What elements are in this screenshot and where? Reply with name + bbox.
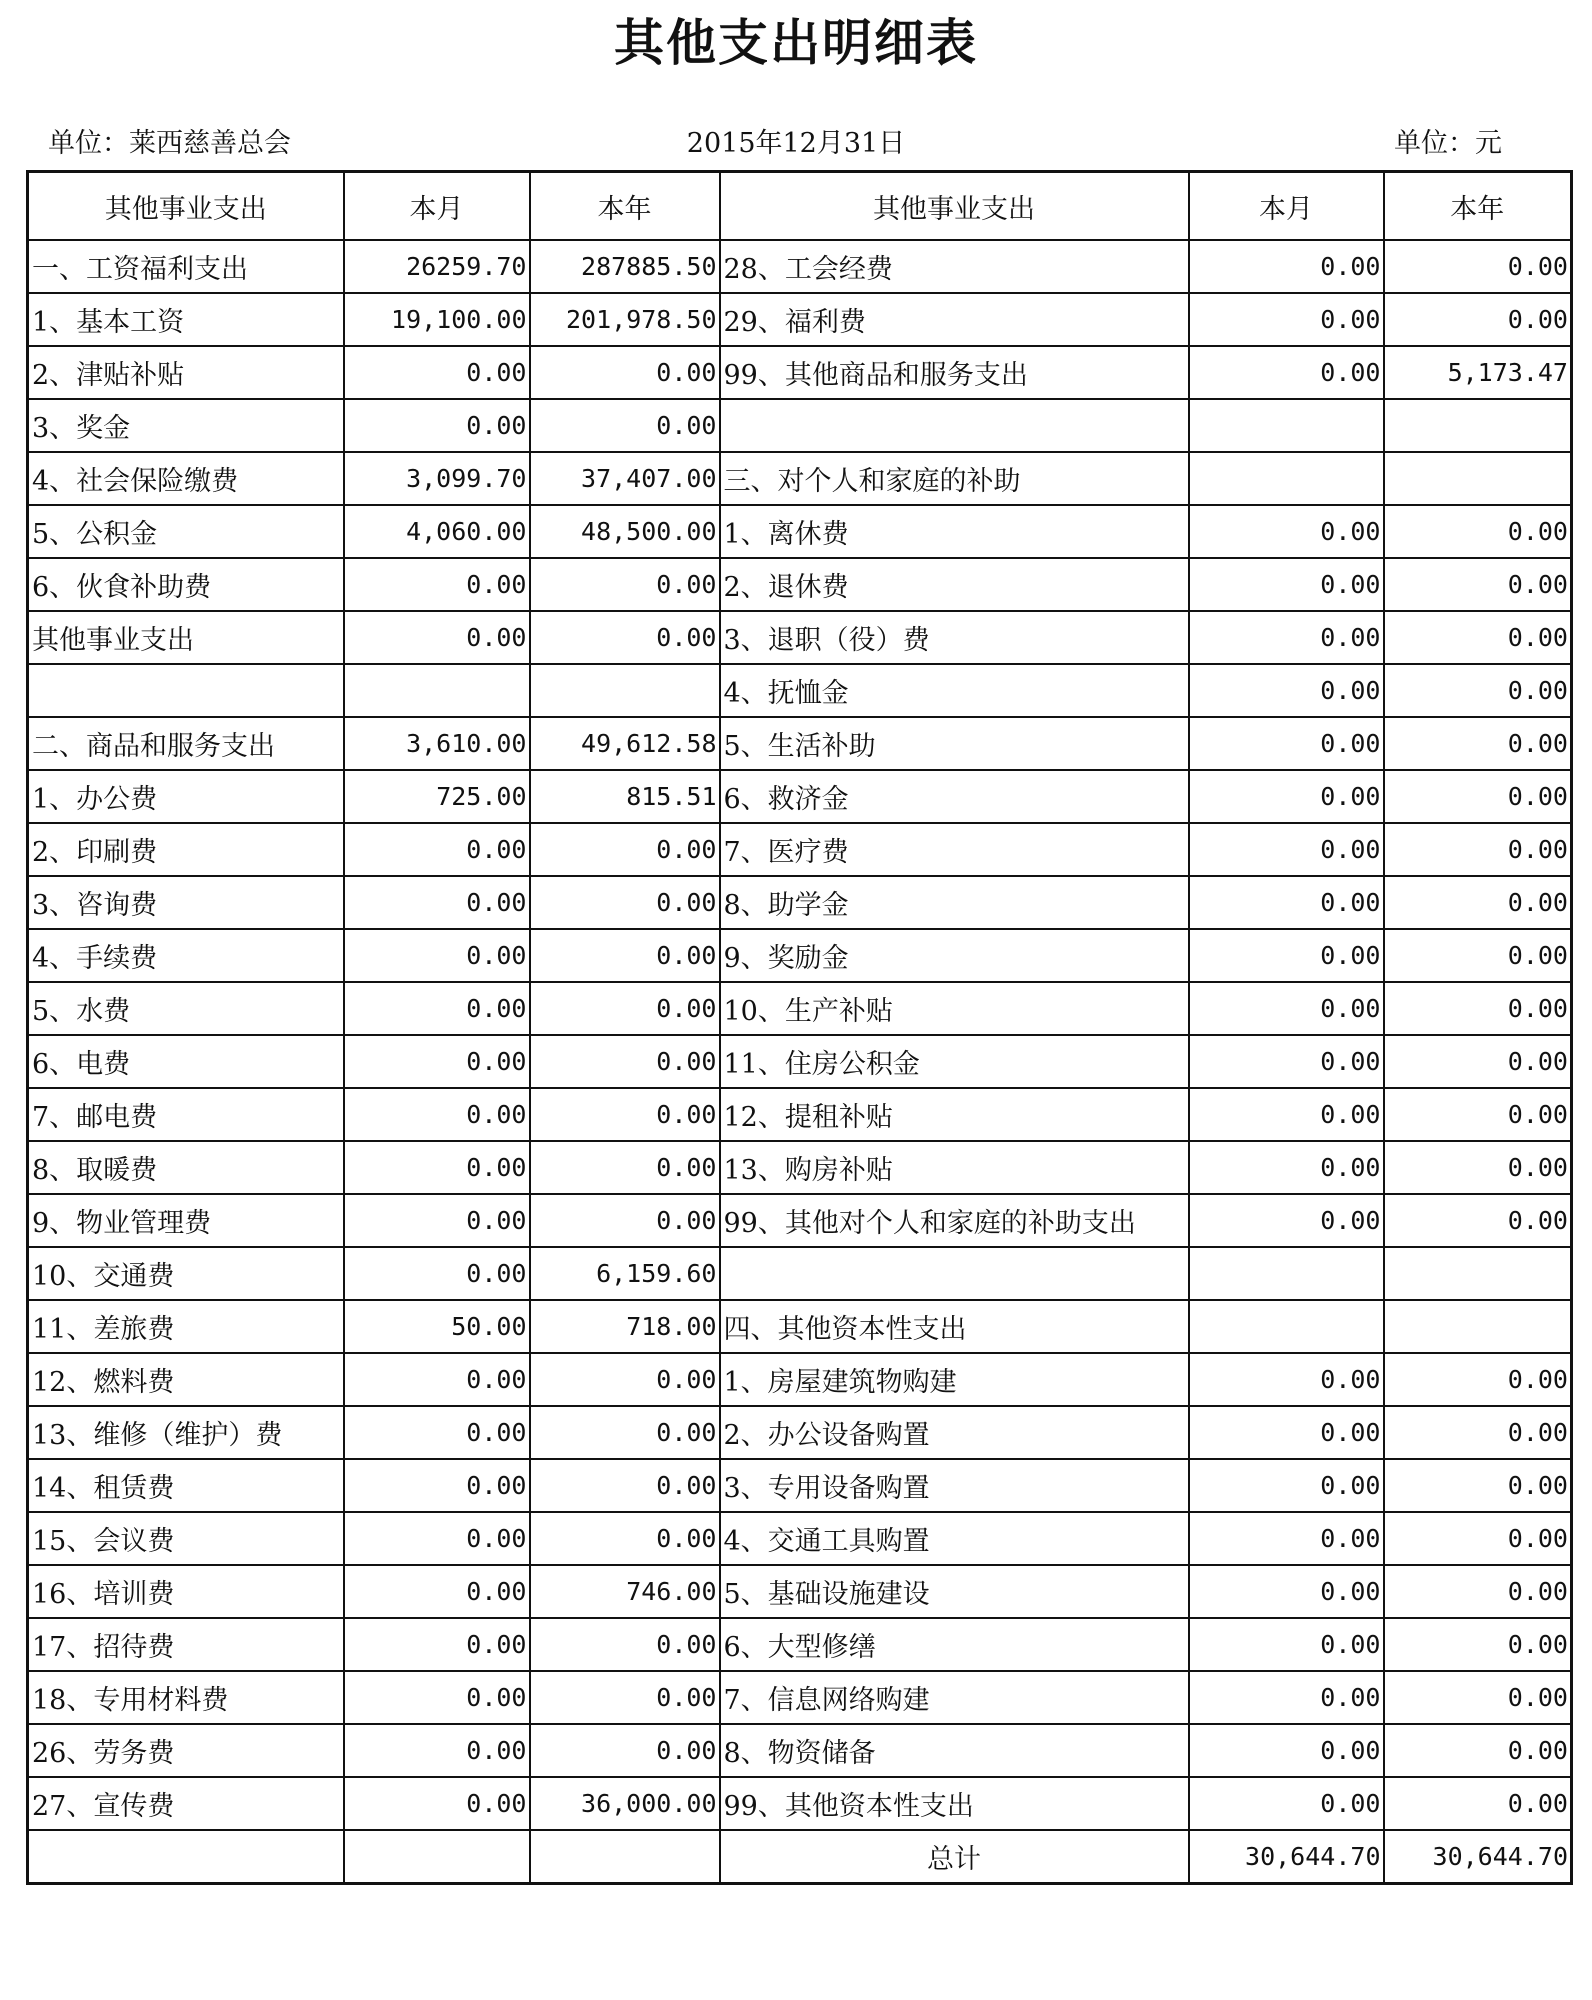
cell-item-right: 4、抚恤金 [720,664,1189,717]
table-row [28,1300,1572,1353]
cell-month-right: 0.00 [1189,1512,1384,1565]
total-empty-cell [28,1830,344,1884]
table-row [28,1459,1572,1512]
cell-item-left: 11、差旅费 [28,1300,344,1353]
cell-year-right: 0.00 [1384,1194,1572,1247]
cell-item-left: 3、咨询费 [28,876,344,929]
table-row [28,399,1572,452]
cell-month-right: 0.00 [1189,1724,1384,1777]
col-header-year-right: 本年 [1384,172,1572,241]
col-header-month-right: 本月 [1189,172,1384,241]
table-row [28,1724,1572,1777]
cell-item-left: 27、宣传费 [28,1777,344,1830]
cell-month-left: 0.00 [344,346,530,399]
cell-month-left: 3,099.70 [344,452,530,505]
cell-year-left: 0.00 [530,1618,720,1671]
cell-year-right: 0.00 [1384,823,1572,876]
table-row [28,929,1572,982]
cell-year-left [530,664,720,717]
cell-year-right: 0.00 [1384,1618,1572,1671]
cell-year-left: 37,407.00 [530,452,720,505]
cell-year-left: 815.51 [530,770,720,823]
cell-month-left: 0.00 [344,1618,530,1671]
cell-month-right: 0.00 [1189,240,1384,293]
table-row [28,1618,1572,1671]
cell-year-right: 0.00 [1384,1353,1572,1406]
cell-year-right: 0.00 [1384,1035,1572,1088]
cell-item-left: 12、燃料费 [28,1353,344,1406]
expense-detail-table [26,170,1573,1885]
cell-year-right: 0.00 [1384,664,1572,717]
cell-month-right: 0.00 [1189,664,1384,717]
page-title: 其他支出明细表 [614,14,978,72]
table-row [28,982,1572,1035]
cell-year-left: 6,159.60 [530,1247,720,1300]
cell-month-left: 0.00 [344,876,530,929]
cell-month-right: 0.00 [1189,346,1384,399]
cell-year-right: 0.00 [1384,1459,1572,1512]
cell-month-right: 0.00 [1189,1035,1384,1088]
cell-month-left: 50.00 [344,1300,530,1353]
cell-month-left: 0.00 [344,558,530,611]
cell-year-left: 0.00 [530,982,720,1035]
cell-item-right: 99、其他对个人和家庭的补助支出 [720,1194,1189,1247]
table-row [28,1406,1572,1459]
cell-month-right [1189,1247,1384,1300]
cell-item-right: 8、助学金 [720,876,1189,929]
cell-item-right [720,1247,1189,1300]
cell-month-left: 0.00 [344,982,530,1035]
cell-item-right: 5、基础设施建设 [720,1565,1189,1618]
cell-item-left [28,664,344,717]
cell-item-right: 7、医疗费 [720,823,1189,876]
cell-item-left: 2、印刷费 [28,823,344,876]
cell-item-right: 12、提租补贴 [720,1088,1189,1141]
cell-month-left: 0.00 [344,1459,530,1512]
cell-item-left: 10、交通费 [28,1247,344,1300]
cell-item-left: 9、物业管理费 [28,1194,344,1247]
cell-item-right: 99、其他资本性支出 [720,1777,1189,1830]
cell-item-right: 7、信息网络购建 [720,1671,1189,1724]
table-row [28,1777,1572,1830]
cell-year-left: 0.00 [530,1512,720,1565]
cell-year-left: 201,978.50 [530,293,720,346]
cell-year-left: 0.00 [530,1459,720,1512]
table-row [28,664,1572,717]
cell-item-right: 28、工会经费 [720,240,1189,293]
col-header-item-left: 其他事业支出 [28,172,344,241]
cell-month-right: 0.00 [1189,1565,1384,1618]
total-empty-cell [344,1830,530,1884]
cell-item-left: 15、会议费 [28,1512,344,1565]
cell-month-right [1189,452,1384,505]
table-row [28,770,1572,823]
table-row [28,1035,1572,1088]
cell-month-right: 0.00 [1189,770,1384,823]
cell-year-right: 0.00 [1384,717,1572,770]
cell-item-left: 4、社会保险缴费 [28,452,344,505]
cell-item-left: 其他事业支出 [28,611,344,664]
unit-label: 单位：元 [1394,128,1502,159]
cell-item-left: 3、奖金 [28,399,344,452]
cell-month-right: 0.00 [1189,611,1384,664]
table-row [28,717,1572,770]
cell-month-right: 0.00 [1189,929,1384,982]
cell-month-right: 0.00 [1189,1618,1384,1671]
cell-month-left: 725.00 [344,770,530,823]
cell-year-right: 0.00 [1384,1777,1572,1830]
cell-month-right: 0.00 [1189,717,1384,770]
cell-item-left: 6、电费 [28,1035,344,1088]
cell-year-right: 0.00 [1384,1088,1572,1141]
total-label: 总计 [720,1830,1189,1884]
cell-item-left: 8、取暖费 [28,1141,344,1194]
cell-month-left: 19,100.00 [344,293,530,346]
cell-month-left: 0.00 [344,1353,530,1406]
cell-item-right: 6、大型修缮 [720,1618,1189,1671]
cell-month-right: 0.00 [1189,1671,1384,1724]
cell-month-right: 0.00 [1189,1088,1384,1141]
cell-year-right: 0.00 [1384,929,1572,982]
cell-month-left: 3,610.00 [344,717,530,770]
cell-month-right: 0.00 [1189,505,1384,558]
cell-month-right [1189,399,1384,452]
cell-year-left: 718.00 [530,1300,720,1353]
table-body [28,240,1572,1830]
table-row [28,1353,1572,1406]
cell-year-left: 0.00 [530,346,720,399]
table-row [28,293,1572,346]
table-row [28,558,1572,611]
cell-month-right: 0.00 [1189,876,1384,929]
cell-year-left: 0.00 [530,823,720,876]
cell-year-left: 48,500.00 [530,505,720,558]
cell-month-left: 0.00 [344,1777,530,1830]
cell-year-left: 0.00 [530,1724,720,1777]
cell-item-left: 13、维修（维护）费 [28,1406,344,1459]
cell-year-right: 0.00 [1384,1406,1572,1459]
cell-year-left: 0.00 [530,1141,720,1194]
cell-year-left: 0.00 [530,1035,720,1088]
cell-year-left: 0.00 [530,611,720,664]
table-row [28,505,1572,558]
cell-item-right: 4、交通工具购置 [720,1512,1189,1565]
cell-year-right [1384,1300,1572,1353]
cell-year-left: 49,612.58 [530,717,720,770]
cell-month-left: 0.00 [344,1671,530,1724]
cell-month-left: 0.00 [344,1724,530,1777]
cell-year-right: 0.00 [1384,293,1572,346]
cell-month-left: 0.00 [344,1565,530,1618]
table-row [28,1671,1572,1724]
cell-item-left: 5、公积金 [28,505,344,558]
cell-item-left: 1、基本工资 [28,293,344,346]
col-header-year-left: 本年 [530,172,720,241]
cell-item-left: 4、手续费 [28,929,344,982]
cell-month-right [1189,1300,1384,1353]
total-month: 30,644.70 [1189,1830,1384,1884]
cell-item-left: 一、工资福利支出 [28,240,344,293]
cell-month-left: 0.00 [344,1194,530,1247]
cell-month-right: 0.00 [1189,1353,1384,1406]
cell-item-right: 2、退休费 [720,558,1189,611]
cell-year-right: 0.00 [1384,1671,1572,1724]
cell-month-right: 0.00 [1189,1141,1384,1194]
cell-month-right: 0.00 [1189,982,1384,1035]
col-header-item-right: 其他事业支出 [720,172,1189,241]
cell-year-right: 0.00 [1384,876,1572,929]
total-year: 30,644.70 [1384,1830,1572,1884]
table-row [28,876,1572,929]
cell-month-left: 0.00 [344,1141,530,1194]
cell-year-left: 0.00 [530,1406,720,1459]
cell-year-right [1384,399,1572,452]
cell-year-left: 0.00 [530,929,720,982]
cell-month-right: 0.00 [1189,1459,1384,1512]
cell-month-left: 0.00 [344,1035,530,1088]
cell-month-left: 0.00 [344,929,530,982]
cell-item-left: 5、水费 [28,982,344,1035]
cell-item-left: 14、租赁费 [28,1459,344,1512]
cell-month-left: 4,060.00 [344,505,530,558]
cell-month-right: 0.00 [1189,823,1384,876]
cell-month-left [344,664,530,717]
cell-year-right: 0.00 [1384,611,1572,664]
cell-item-right: 3、退职（役）费 [720,611,1189,664]
cell-item-left: 17、招待费 [28,1618,344,1671]
cell-month-left: 0.00 [344,823,530,876]
cell-item-right: 1、离休费 [720,505,1189,558]
cell-year-right: 0.00 [1384,240,1572,293]
cell-year-right: 0.00 [1384,505,1572,558]
cell-year-left: 0.00 [530,1671,720,1724]
table-row [28,611,1572,664]
cell-year-left: 36,000.00 [530,1777,720,1830]
cell-year-left: 746.00 [530,1565,720,1618]
cell-item-right: 3、专用设备购置 [720,1459,1189,1512]
cell-item-left: 18、专用材料费 [28,1671,344,1724]
cell-item-left: 二、商品和服务支出 [28,717,344,770]
table-row [28,346,1572,399]
cell-month-right: 0.00 [1189,1777,1384,1830]
cell-item-left: 1、办公费 [28,770,344,823]
cell-item-left: 7、邮电费 [28,1088,344,1141]
cell-item-right: 10、生产补贴 [720,982,1189,1035]
cell-year-right: 0.00 [1384,982,1572,1035]
cell-month-left: 0.00 [344,611,530,664]
cell-item-right: 三、对个人和家庭的补助 [720,452,1189,505]
cell-item-right: 6、救济金 [720,770,1189,823]
cell-month-left: 0.00 [344,399,530,452]
cell-year-left: 287885.50 [530,240,720,293]
cell-item-right: 11、住房公积金 [720,1035,1189,1088]
cell-month-left: 0.00 [344,1088,530,1141]
cell-month-right: 0.00 [1189,293,1384,346]
cell-year-right: 0.00 [1384,1512,1572,1565]
cell-item-right: 13、购房补贴 [720,1141,1189,1194]
cell-item-right: 8、物资储备 [720,1724,1189,1777]
cell-year-left: 0.00 [530,1353,720,1406]
cell-month-right: 0.00 [1189,1194,1384,1247]
cell-year-left: 0.00 [530,1194,720,1247]
cell-year-right: 0.00 [1384,1565,1572,1618]
cell-item-right: 29、福利费 [720,293,1189,346]
table-row [28,1247,1572,1300]
cell-year-left: 0.00 [530,876,720,929]
table-row [28,823,1572,876]
table-row [28,1088,1572,1141]
org-label: 单位：莱西慈善总会 [48,128,291,159]
cell-year-right: 0.00 [1384,558,1572,611]
cell-month-right: 0.00 [1189,1406,1384,1459]
cell-month-left: 0.00 [344,1512,530,1565]
cell-item-right: 1、房屋建筑物购建 [720,1353,1189,1406]
cell-item-right: 2、办公设备购置 [720,1406,1189,1459]
cell-item-right: 9、奖励金 [720,929,1189,982]
cell-year-right [1384,452,1572,505]
cell-item-left: 6、伙食补助费 [28,558,344,611]
cell-year-left: 0.00 [530,1088,720,1141]
table-row [28,452,1572,505]
table-row [28,1512,1572,1565]
cell-item-right: 5、生活补助 [720,717,1189,770]
report-date: 2015年12月31日 [686,128,906,159]
cell-month-left: 0.00 [344,1247,530,1300]
table-row [28,240,1572,293]
table-row [28,1194,1572,1247]
cell-item-left: 26、劳务费 [28,1724,344,1777]
cell-year-right: 0.00 [1384,770,1572,823]
total-row [28,1830,1572,1884]
cell-item-right: 四、其他资本性支出 [720,1300,1189,1353]
table-header-row [28,172,1572,241]
cell-year-left: 0.00 [530,558,720,611]
col-header-month-left: 本月 [344,172,530,241]
cell-month-left: 26259.70 [344,240,530,293]
cell-item-left: 2、津贴补贴 [28,346,344,399]
total-empty-cell [530,1830,720,1884]
cell-item-right: 99、其他商品和服务支出 [720,346,1189,399]
cell-item-left: 16、培训费 [28,1565,344,1618]
cell-year-right [1384,1247,1572,1300]
cell-year-right: 0.00 [1384,1724,1572,1777]
cell-year-left: 0.00 [530,399,720,452]
cell-year-right: 5,173.47 [1384,346,1572,399]
cell-year-right: 0.00 [1384,1141,1572,1194]
table-row [28,1141,1572,1194]
cell-month-left: 0.00 [344,1406,530,1459]
table-row [28,1565,1572,1618]
cell-month-right: 0.00 [1189,558,1384,611]
cell-item-right [720,399,1189,452]
